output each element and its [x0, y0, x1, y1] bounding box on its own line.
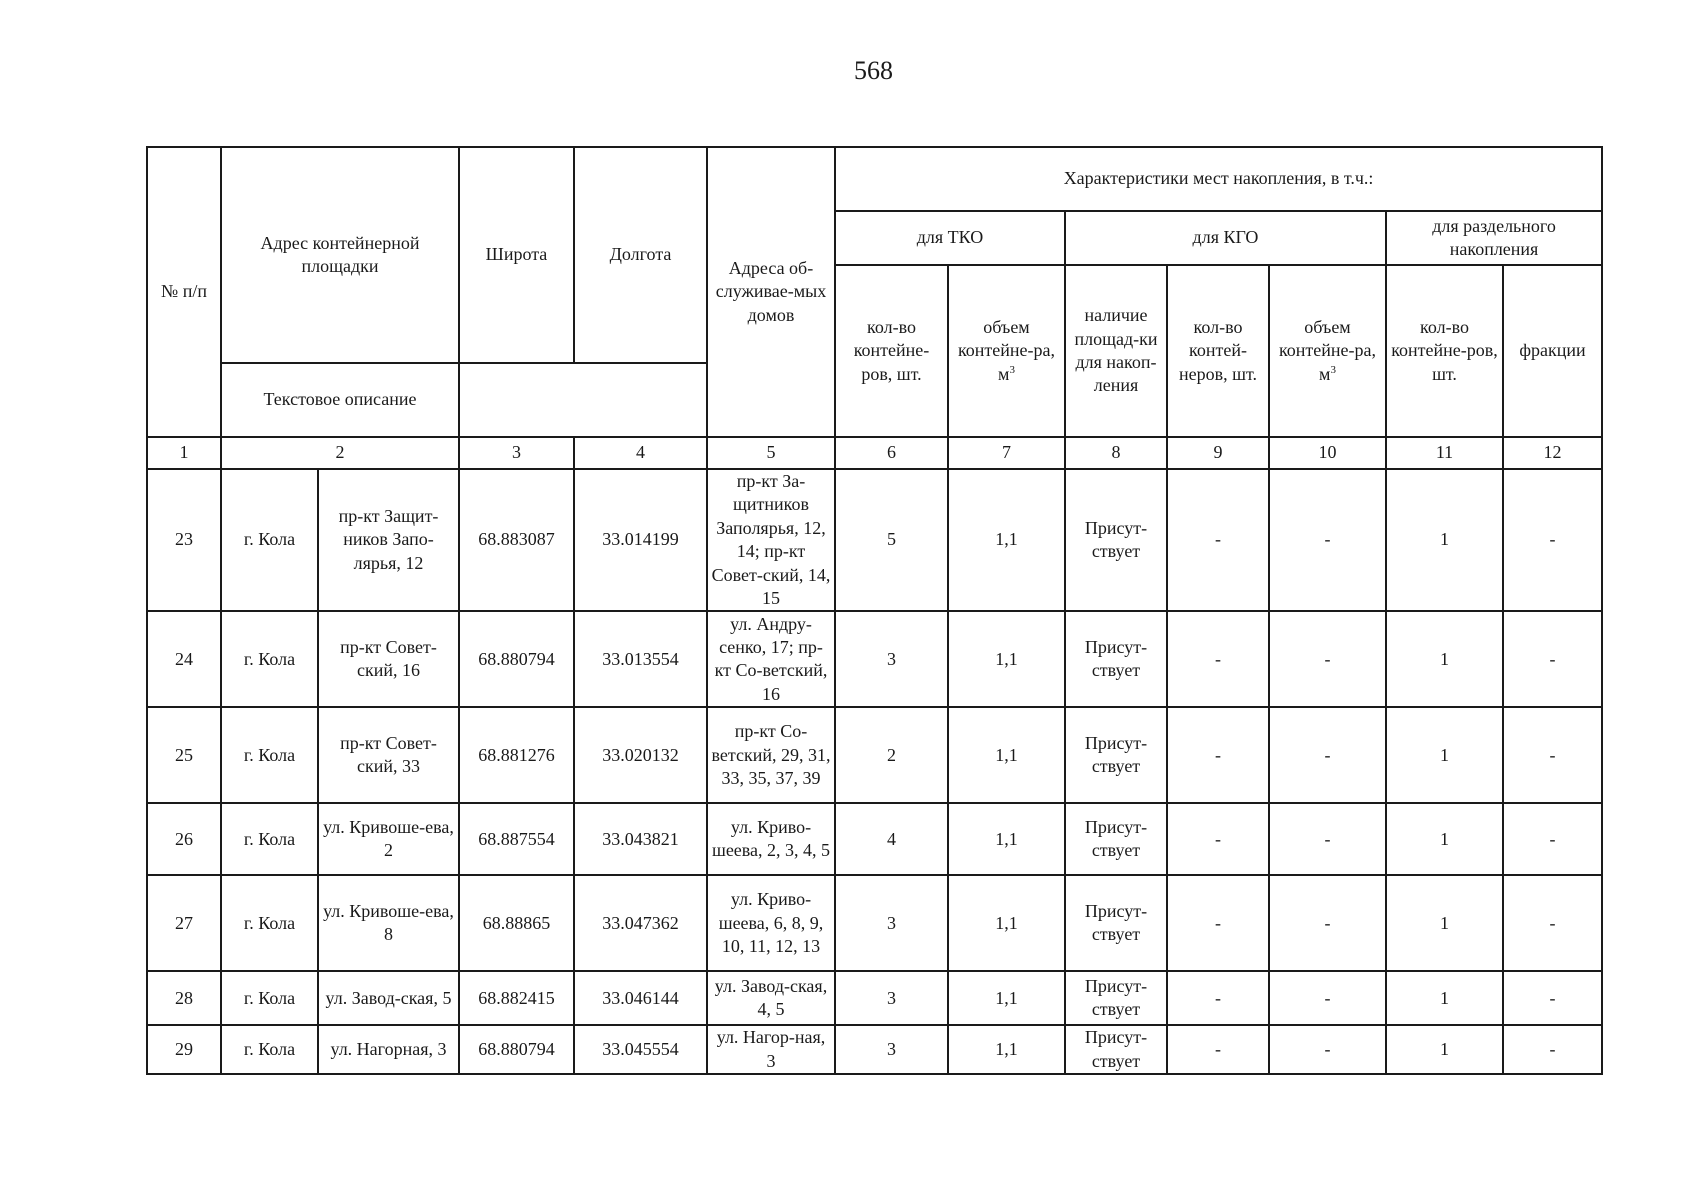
cell-kgo-count: -: [1167, 611, 1269, 707]
table-row: [147, 611, 1602, 707]
cell-city: г. Кола: [221, 1025, 318, 1074]
cell-num: 28: [147, 971, 221, 1025]
table-row: [147, 875, 1602, 971]
cell-kgo-area: Присут-ствует: [1065, 469, 1167, 611]
cell-sep-fractions: -: [1503, 1025, 1602, 1074]
cell-sep-count: 1: [1386, 971, 1503, 1025]
cell-kgo-volume: -: [1269, 803, 1386, 875]
cell-kgo-area: Присут-ствует: [1065, 1025, 1167, 1074]
header-sep-count: кол-во контейне-ров, шт.: [1386, 265, 1503, 437]
cell-tko-volume: 1,1: [948, 875, 1065, 971]
cell-street: пр-кт Защит-ников Запо-лярья, 12: [318, 469, 459, 611]
header-separate: для раздельного накопления: [1386, 211, 1602, 265]
cell-city: г. Кола: [221, 971, 318, 1025]
cell-num: 29: [147, 1025, 221, 1074]
cell-sep-count: 1: [1386, 875, 1503, 971]
column-number: 2: [221, 437, 459, 469]
cell-lon: 33.043821: [574, 803, 707, 875]
header-lat: Широта: [459, 147, 574, 363]
cell-kgo-count: -: [1167, 803, 1269, 875]
cell-houses: ул. Нагор-ная, 3: [707, 1025, 835, 1074]
column-number: 3: [459, 437, 574, 469]
column-number: 5: [707, 437, 835, 469]
column-number: 10: [1269, 437, 1386, 469]
column-number-row: [147, 437, 1602, 469]
cell-tko-volume: 1,1: [948, 469, 1065, 611]
column-number: 1: [147, 437, 221, 469]
cell-city: г. Кола: [221, 611, 318, 707]
cell-num: 24: [147, 611, 221, 707]
cell-sep-fractions: -: [1503, 971, 1602, 1025]
cell-tko-volume: 1,1: [948, 971, 1065, 1025]
cell-num: 25: [147, 707, 221, 803]
cell-kgo-volume: -: [1269, 875, 1386, 971]
header-kgo-count: кол-во контей-неров, шт.: [1167, 265, 1269, 437]
column-number: 4: [574, 437, 707, 469]
cell-kgo-area: Присут-ствует: [1065, 611, 1167, 707]
cell-tko-count: 3: [835, 875, 948, 971]
cell-sep-fractions: -: [1503, 875, 1602, 971]
cell-sep-count: 1: [1386, 469, 1503, 611]
cell-kgo-area: Присут-ствует: [1065, 803, 1167, 875]
cell-lon: 33.014199: [574, 469, 707, 611]
cell-lon: 33.013554: [574, 611, 707, 707]
cell-kgo-area: Присут-ствует: [1065, 971, 1167, 1025]
cell-lon: 33.020132: [574, 707, 707, 803]
header-kgo-volume: объем контейне-ра, $м^3$: [1269, 265, 1386, 437]
cell-kgo-volume: -: [1269, 469, 1386, 611]
table-row: [147, 707, 1602, 803]
cell-tko-count: 2: [835, 707, 948, 803]
cell-tko-count: 3: [835, 971, 948, 1025]
cell-lat: 68.880794: [459, 1025, 574, 1074]
cell-houses: пр-кт Со-ветский, 29, 31, 33, 35, 37, 39: [707, 707, 835, 803]
cell-street: пр-кт Совет-ский, 16: [318, 611, 459, 707]
header-lon: Долгота: [574, 147, 707, 363]
cell-num: 27: [147, 875, 221, 971]
cell-city: г. Кола: [221, 803, 318, 875]
cell-lon: 33.045554: [574, 1025, 707, 1074]
cell-tko-volume: 1,1: [948, 707, 1065, 803]
cell-lat: 68.881276: [459, 707, 574, 803]
cell-street: пр-кт Совет-ский, 33: [318, 707, 459, 803]
cell-kgo-volume: -: [1269, 707, 1386, 803]
cell-city: г. Кола: [221, 875, 318, 971]
cell-kgo-volume: -: [1269, 971, 1386, 1025]
cell-houses: ул. Завод-ская, 4, 5: [707, 971, 835, 1025]
column-number: 8: [1065, 437, 1167, 469]
column-number: 6: [835, 437, 948, 469]
cell-houses: ул. Криво-шеева, 6, 8, 9, 10, 11, 12, 13: [707, 875, 835, 971]
cell-lat: 68.880794: [459, 611, 574, 707]
cell-tko-volume: 1,1: [948, 803, 1065, 875]
cell-houses: ул. Криво-шеева, 2, 3, 4, 5: [707, 803, 835, 875]
page-number: 568: [854, 56, 893, 85]
cell-lat: 68.883087: [459, 469, 574, 611]
cell-sep-count: 1: [1386, 611, 1503, 707]
cell-sep-count: 1: [1386, 803, 1503, 875]
cell-kgo-area: Присут-ствует: [1065, 707, 1167, 803]
header-sep-fractions: фракции: [1503, 265, 1602, 437]
cell-city: г. Кола: [221, 469, 318, 611]
cell-sep-fractions: -: [1503, 611, 1602, 707]
cell-lat: 68.882415: [459, 971, 574, 1025]
header-tko: для ТКО: [835, 211, 1065, 265]
cell-kgo-volume: -: [1269, 611, 1386, 707]
cell-kgo-count: -: [1167, 971, 1269, 1025]
cell-num: 23: [147, 469, 221, 611]
header-tko-volume: объем контейне-ра, $м^3$: [948, 265, 1065, 437]
cell-num: 26: [147, 803, 221, 875]
cell-tko-count: 5: [835, 469, 948, 611]
column-number: 12: [1503, 437, 1602, 469]
header-address: Адрес контейнерной площадки: [221, 147, 459, 363]
column-number: 7: [948, 437, 1065, 469]
cell-kgo-area: Присут-ствует: [1065, 875, 1167, 971]
column-number: 11: [1386, 437, 1503, 469]
cell-lon: 33.046144: [574, 971, 707, 1025]
header-tko-count: кол-во контейне-ров, шт.: [835, 265, 948, 437]
cell-city: г. Кола: [221, 707, 318, 803]
cell-sep-fractions: -: [1503, 469, 1602, 611]
table-row: [147, 1025, 1602, 1074]
cell-houses: ул. Андру-сенко, 17; пр-кт Со-ветский, 16: [707, 611, 835, 707]
table-row: [147, 803, 1602, 875]
cell-sep-count: 1: [1386, 1025, 1503, 1074]
cell-tko-count: 3: [835, 1025, 948, 1074]
header-text-desc: Текстовое описание: [221, 363, 459, 437]
cell-street: ул. Завод-ская, 5: [318, 971, 459, 1025]
header-characteristics: Характеристики мест накопления, в т.ч.:: [835, 147, 1602, 211]
table-row: [147, 971, 1602, 1025]
cell-tko-count: 3: [835, 611, 948, 707]
cell-sep-fractions: -: [1503, 707, 1602, 803]
cell-lat: 68.88865: [459, 875, 574, 971]
cell-kgo-count: -: [1167, 1025, 1269, 1074]
cell-sep-fractions: -: [1503, 803, 1602, 875]
column-number: 9: [1167, 437, 1269, 469]
cell-lon: 33.047362: [574, 875, 707, 971]
header-kgo-area: наличие площад-ки для накоп-ления: [1065, 265, 1167, 437]
cell-street: ул. Кривоше-ева, 2: [318, 803, 459, 875]
cell-kgo-count: -: [1167, 707, 1269, 803]
cell-houses: пр-кт За-щитников Заполярья, 12, 14; пр-кт Совет-ский, 14, 15: [707, 469, 835, 611]
cell-tko-count: 4: [835, 803, 948, 875]
cell-street: ул. Кривоше-ева, 8: [318, 875, 459, 971]
table-body: [147, 469, 1602, 1074]
header-kgo: для КГО: [1065, 211, 1386, 265]
cell-sep-count: 1: [1386, 707, 1503, 803]
cell-tko-volume: 1,1: [948, 611, 1065, 707]
header-houses: Адреса об-служивае-мых домов: [707, 147, 835, 437]
cell-kgo-count: -: [1167, 875, 1269, 971]
table-header: [147, 147, 1602, 469]
cell-kgo-volume: -: [1269, 1025, 1386, 1074]
container-sites-table: [146, 146, 1603, 1075]
cell-kgo-count: -: [1167, 469, 1269, 611]
table-row: [147, 469, 1602, 611]
cell-tko-volume: 1,1: [948, 1025, 1065, 1074]
cell-lat: 68.887554: [459, 803, 574, 875]
cell-street: ул. Нагорная, 3: [318, 1025, 459, 1074]
header-num: № п/п: [147, 147, 221, 437]
